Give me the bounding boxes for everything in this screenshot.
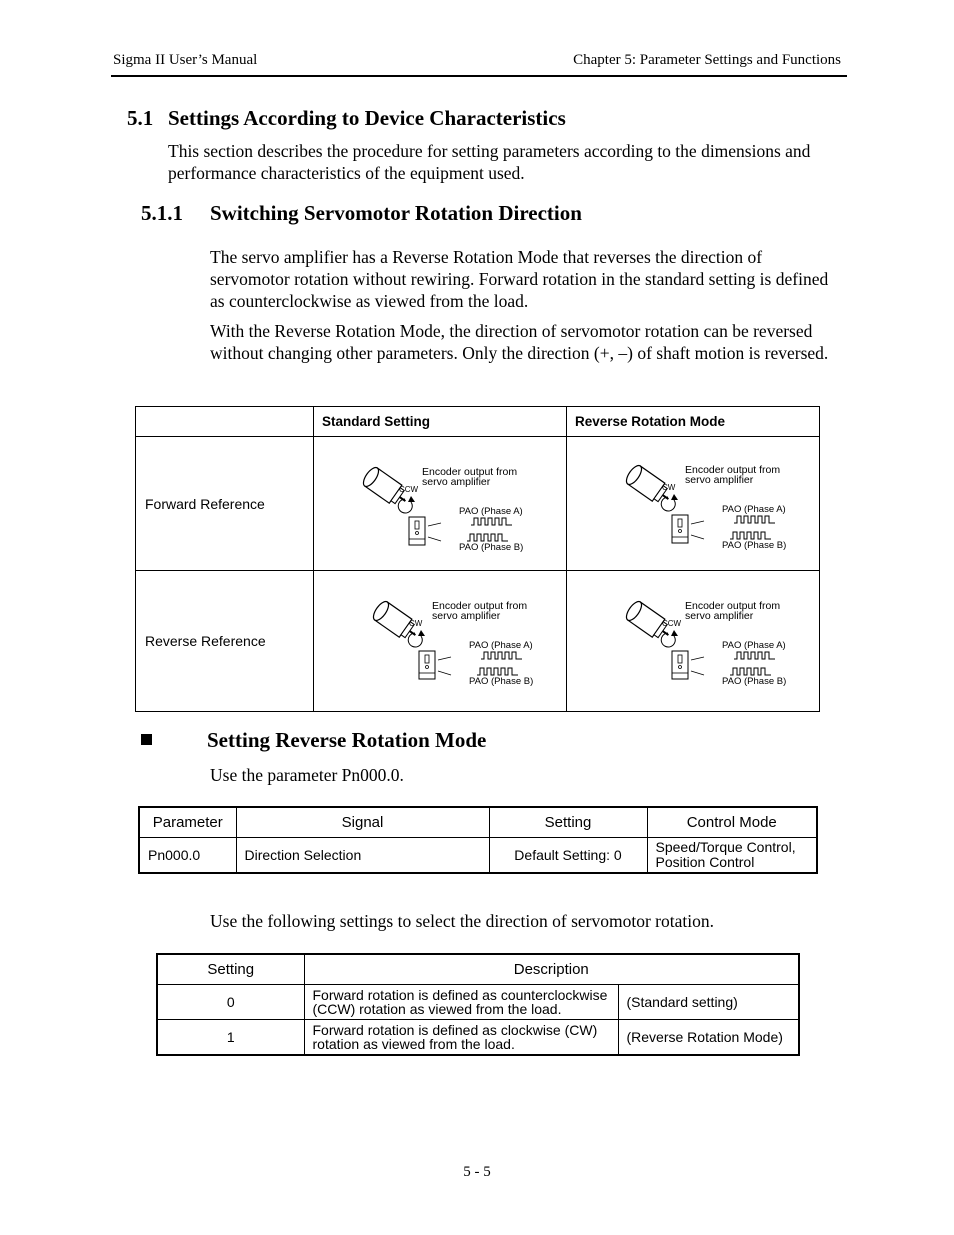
cell-signal: Direction Selection bbox=[236, 838, 489, 874]
servo-diagram bbox=[567, 437, 820, 571]
servo-diagram bbox=[314, 437, 567, 571]
description-line-1: Forward rotation is defined as counterclockwise bbox=[312, 987, 608, 1003]
signal-lead-line bbox=[691, 671, 704, 675]
cell-description bbox=[304, 1020, 618, 1056]
encoder-output-label: servo amplifier bbox=[432, 610, 501, 622]
phase-a-pulse-icon bbox=[734, 516, 775, 523]
figure-cell-reverse-standard bbox=[314, 571, 567, 712]
signal-lead-line bbox=[691, 657, 704, 660]
page-number: 5 - 5 bbox=[463, 1164, 491, 1180]
col-header-parameter: Parameter bbox=[139, 807, 236, 838]
cell-parameter: Pn000.0 bbox=[139, 838, 236, 874]
cell-setting-value: 0 bbox=[157, 985, 304, 1020]
phase-b-label: PAO (Phase B) bbox=[722, 676, 787, 687]
cell-description bbox=[304, 985, 618, 1020]
cell-setting-value: 1 bbox=[157, 1020, 304, 1056]
paragraph-reverse-mode-intro: The servo amplifier has a Reverse Rotation Mode that reverses the direction of servomotor rotation without rewiring. Forward rotation in the standard setting is defined as counterclockwise as viewed from the load. bbox=[210, 247, 829, 311]
phase-a-pulse-icon bbox=[471, 518, 512, 525]
encoder-output-label: servo amplifier bbox=[685, 610, 754, 622]
figure-row-reverse bbox=[136, 571, 820, 712]
signal-lead-line bbox=[691, 535, 704, 539]
col-header-control-mode: Control Mode bbox=[647, 807, 817, 838]
row-label-reverse: Reverse Reference bbox=[136, 571, 314, 712]
control-mode-line-1: Speed/Torque Control, bbox=[655, 839, 796, 855]
servo-diagram-group bbox=[624, 463, 787, 551]
figure-row-forward bbox=[136, 437, 820, 571]
phase-a-label: PAO (Phase A) bbox=[722, 640, 786, 651]
encoder-output-label: servo amplifier bbox=[685, 474, 754, 486]
signal-lead-line bbox=[428, 537, 441, 541]
rotation-direction-label: CW bbox=[409, 619, 423, 628]
rotation-arrowhead-icon bbox=[418, 630, 425, 636]
rotation-direction-label: CCW bbox=[399, 485, 419, 494]
servo-diagram bbox=[567, 571, 820, 712]
square-bullet-icon bbox=[141, 734, 152, 745]
reverse-mode-heading bbox=[141, 728, 486, 753]
phase-a-label: PAO (Phase A) bbox=[469, 640, 533, 651]
subsection-title: Switching Servomotor Rotation Direction bbox=[210, 201, 582, 225]
phase-a-label: PAO (Phase A) bbox=[459, 506, 523, 517]
signal-lead-line bbox=[438, 657, 451, 660]
cell-control-mode bbox=[647, 838, 817, 874]
reverse-mode-heading-text: Setting Reverse Rotation Mode bbox=[207, 728, 487, 752]
encoder-output-label: Encoder output from bbox=[432, 600, 528, 612]
description-line-2: rotation as viewed from the load. bbox=[312, 1036, 515, 1052]
description-line-1: Forward rotation is defined as clockwise (CW) bbox=[312, 1022, 598, 1038]
figure-cell-forward-reverse bbox=[567, 437, 820, 571]
parameter-table-header bbox=[139, 807, 817, 838]
section-intro: This section describes the procedure for setting parameters according to the dimensions and performance characteristics of the equipment used. bbox=[168, 141, 811, 183]
phase-a-label: PAO (Phase A) bbox=[722, 504, 786, 515]
parameter-table bbox=[138, 806, 818, 874]
signal-lead-line bbox=[428, 523, 441, 526]
servo-diagram-group bbox=[371, 599, 534, 687]
servo-diagram-group bbox=[624, 599, 787, 687]
col-header-signal: Signal bbox=[236, 807, 489, 838]
section-number: 5.1 bbox=[127, 106, 154, 130]
rotation-arrowhead-icon bbox=[671, 630, 678, 636]
phase-b-label: PAO (Phase B) bbox=[459, 542, 524, 553]
rotation-arrowhead-icon bbox=[671, 494, 678, 500]
cell-note: (Reverse Rotation Mode) bbox=[618, 1020, 799, 1056]
signal-lead-line bbox=[691, 521, 704, 524]
header-rule bbox=[111, 75, 847, 77]
figure-header-standard: Standard Setting bbox=[314, 407, 567, 437]
cell-note: (Standard setting) bbox=[618, 985, 799, 1020]
table-row bbox=[139, 838, 817, 874]
phase-b-pulse-icon bbox=[730, 532, 771, 539]
use-parameter-text: Use the parameter Pn000.0. bbox=[210, 765, 404, 785]
rotation-direction-label: CCW bbox=[662, 619, 682, 628]
rotation-arrowhead-icon bbox=[408, 496, 415, 502]
encoder-output-label: Encoder output from bbox=[422, 466, 518, 478]
control-mode-line-2: Position Control bbox=[655, 854, 755, 870]
settings-table bbox=[156, 953, 800, 1056]
signal-lead-line bbox=[438, 671, 451, 675]
col-header-setting: Setting bbox=[489, 807, 647, 838]
row-label-forward: Forward Reference bbox=[136, 437, 314, 571]
phase-a-pulse-icon bbox=[734, 652, 775, 659]
direction-selection-text: Use the following settings to select the direction of servomotor rotation. bbox=[210, 911, 714, 931]
phase-b-pulse-icon bbox=[467, 534, 508, 541]
col-header-description: Description bbox=[304, 954, 799, 985]
subsection-number: 5.1.1 bbox=[141, 201, 183, 225]
running-header-right: Chapter 5: Parameter Settings and Functions bbox=[573, 52, 841, 68]
phase-b-label: PAO (Phase B) bbox=[469, 676, 534, 687]
settings-table-header bbox=[157, 954, 799, 985]
paragraph-reverse-mode-detail: With the Reverse Rotation Mode, the direction of servomotor rotation can be reversed without changing other parameters. Only the direction (+, –) of shaft motion is reversed. bbox=[210, 321, 829, 363]
servo-diagram bbox=[314, 571, 567, 712]
phase-b-pulse-icon bbox=[730, 668, 771, 675]
description-line-2: (CCW) rotation as viewed from the load. bbox=[312, 1001, 562, 1017]
rotation-direction-figure-table bbox=[135, 406, 820, 712]
figure-cell-reverse-reverse bbox=[567, 571, 820, 712]
running-header-left: Sigma II User’s Manual bbox=[113, 52, 258, 68]
col-header-setting: Setting bbox=[157, 954, 304, 985]
encoder-output-label: Encoder output from bbox=[685, 464, 781, 476]
phase-a-pulse-icon bbox=[481, 652, 522, 659]
table-row bbox=[157, 1020, 799, 1056]
section-heading bbox=[127, 106, 566, 131]
figure-header-empty bbox=[136, 407, 314, 437]
figure-header-row bbox=[136, 407, 820, 437]
subsection-heading bbox=[141, 201, 582, 226]
rotation-direction-label: CW bbox=[662, 483, 676, 492]
section-title: Settings According to Device Characteristics bbox=[168, 106, 566, 130]
figure-cell-forward-standard bbox=[314, 437, 567, 571]
phase-b-label: PAO (Phase B) bbox=[722, 540, 787, 551]
encoder-output-label: servo amplifier bbox=[422, 476, 491, 488]
servo-diagram-group bbox=[361, 465, 524, 553]
cell-setting: Default Setting: 0 bbox=[489, 838, 647, 874]
figure-header-reverse: Reverse Rotation Mode bbox=[567, 407, 820, 437]
encoder-output-label: Encoder output from bbox=[685, 600, 781, 612]
table-row bbox=[157, 985, 799, 1020]
phase-b-pulse-icon bbox=[477, 668, 518, 675]
